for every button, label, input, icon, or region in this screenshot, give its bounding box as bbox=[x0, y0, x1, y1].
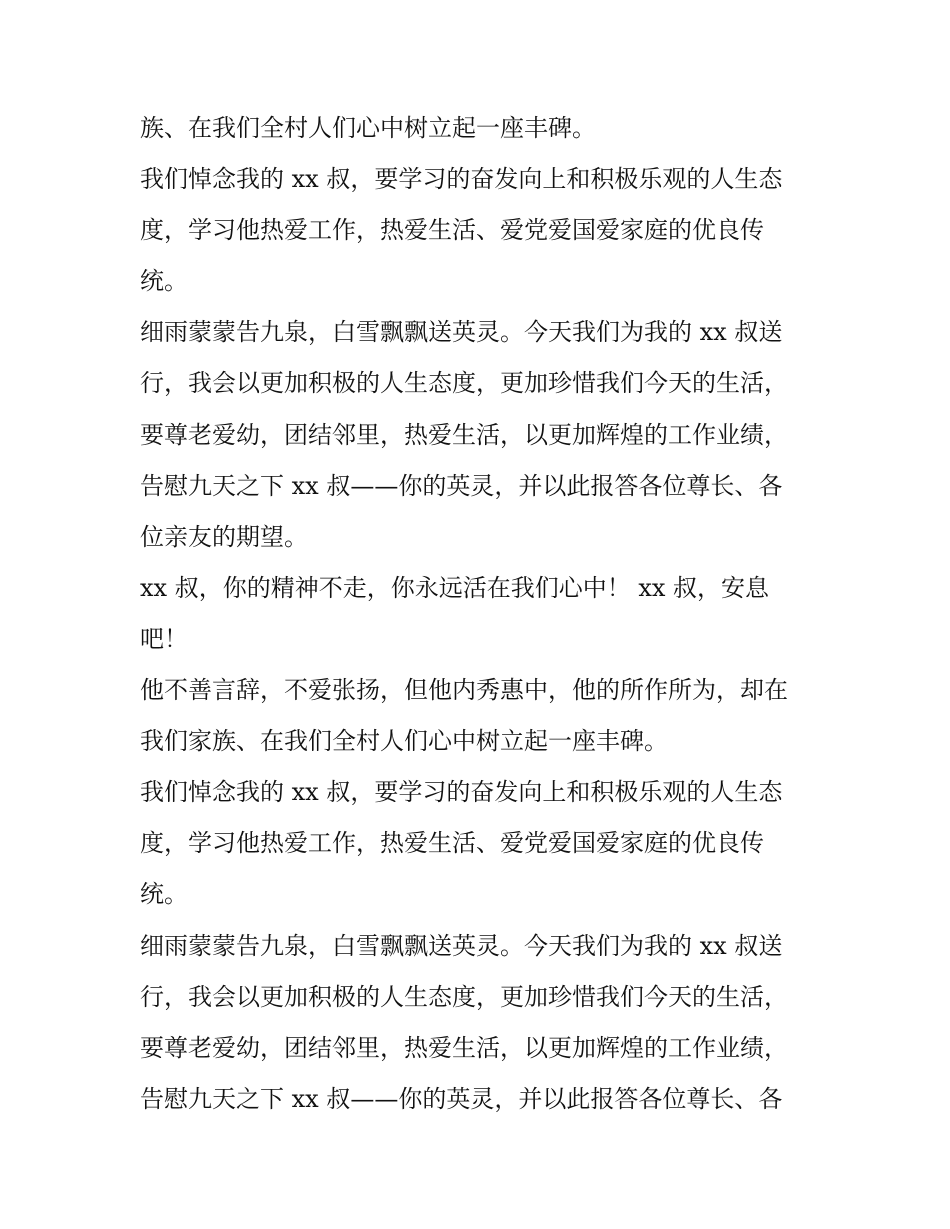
text-line: xx 叔，你的精神不走，你永远活在我们心中！ xx 叔，安息 bbox=[140, 573, 770, 602]
text-line: 他不善言辞，不爱张扬，但他内秀惠中，他的所作所为，却在 bbox=[140, 676, 788, 705]
text-line: 行，我会以更加积极的人生态度，更加珍惜我们今天的生活， bbox=[140, 982, 788, 1011]
text-line: 统。 bbox=[140, 267, 188, 296]
text-line: 我们家族、在我们全村人们心中树立起一座丰碑。 bbox=[140, 727, 668, 756]
text-line: 度，学习他热爱工作，热爱生活、爱党爱国爱家庭的优良传 bbox=[140, 829, 764, 858]
text-line: 细雨蒙蒙告九泉，白雪飘飘送英灵。今天我们为我的 xx 叔送 bbox=[140, 931, 783, 960]
text-line: 告慰九天之下 xx 叔——你的英灵，并以此报答各位尊长、各 bbox=[140, 471, 783, 500]
text-line: 我们悼念我的 xx 叔，要学习的奋发向上和积极乐观的人生态 bbox=[140, 165, 783, 194]
text-line: 我们悼念我的 xx 叔，要学习的奋发向上和积极乐观的人生态 bbox=[140, 778, 783, 807]
text-line: 位亲友的期望。 bbox=[140, 522, 308, 551]
text-line: 告慰九天之下 xx 叔——你的英灵，并以此报答各位尊长、各 bbox=[140, 1084, 783, 1113]
text-line: 细雨蒙蒙告九泉，白雪飘飘送英灵。今天我们为我的 xx 叔送 bbox=[140, 318, 783, 347]
text-line: 统。 bbox=[140, 880, 188, 909]
text-line: 度，学习他热爱工作，热爱生活、爱党爱国爱家庭的优良传 bbox=[140, 216, 764, 245]
text-line: 行，我会以更加积极的人生态度，更加珍惜我们今天的生活， bbox=[140, 369, 788, 398]
document-body bbox=[140, 103, 830, 1125]
text-line: 吧！ bbox=[140, 624, 188, 653]
text-line: 要尊老爱幼，团结邻里，热爱生活，以更加辉煌的工作业绩， bbox=[140, 420, 788, 449]
text-line: 要尊老爱幼，团结邻里，热爱生活，以更加辉煌的工作业绩， bbox=[140, 1033, 788, 1062]
text-line: 族、在我们全村人们心中树立起一座丰碑。 bbox=[140, 114, 596, 142]
